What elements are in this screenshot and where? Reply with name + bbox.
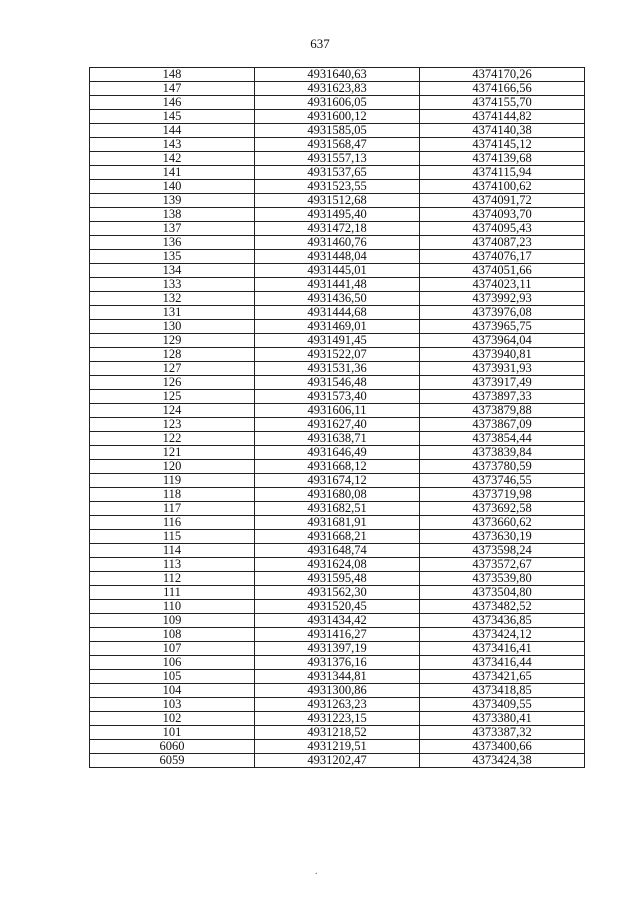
x-coordinate-cell: 4931460,76 (255, 236, 420, 250)
point-number-cell: 115 (90, 530, 255, 544)
y-coordinate-cell: 4374166,56 (420, 82, 585, 96)
y-coordinate-cell: 4374115,94 (420, 166, 585, 180)
point-number-cell: 147 (90, 82, 255, 96)
x-coordinate-cell: 4931522,07 (255, 348, 420, 362)
point-number-cell: 123 (90, 418, 255, 432)
point-number-cell: 109 (90, 614, 255, 628)
y-coordinate-cell: 4373692,58 (420, 502, 585, 516)
table-row (90, 474, 585, 488)
x-coordinate-cell: 4931537,65 (255, 166, 420, 180)
y-coordinate-cell: 4373917,49 (420, 376, 585, 390)
table-row (90, 684, 585, 698)
point-number-cell: 136 (90, 236, 255, 250)
y-coordinate-cell: 4373409,55 (420, 698, 585, 712)
footer-dot: . (315, 866, 318, 877)
table-row (90, 698, 585, 712)
y-coordinate-cell: 4373719,98 (420, 488, 585, 502)
table-row (90, 96, 585, 110)
table-row (90, 572, 585, 586)
y-coordinate-cell: 4373539,80 (420, 572, 585, 586)
y-coordinate-cell: 4373854,44 (420, 432, 585, 446)
y-coordinate-cell: 4373421,65 (420, 670, 585, 684)
point-number-cell: 114 (90, 544, 255, 558)
point-number-cell: 113 (90, 558, 255, 572)
x-coordinate-cell: 4931568,47 (255, 138, 420, 152)
point-number-cell: 133 (90, 278, 255, 292)
y-coordinate-cell: 4374023,11 (420, 278, 585, 292)
table-row (90, 166, 585, 180)
point-number-cell: 135 (90, 250, 255, 264)
point-number-cell: 126 (90, 376, 255, 390)
x-coordinate-cell: 4931674,12 (255, 474, 420, 488)
table-row (90, 278, 585, 292)
x-coordinate-cell: 4931668,21 (255, 530, 420, 544)
x-coordinate-cell: 4931681,91 (255, 516, 420, 530)
point-number-cell: 145 (90, 110, 255, 124)
table-row (90, 740, 585, 754)
point-number-cell: 118 (90, 488, 255, 502)
y-coordinate-cell: 4374145,12 (420, 138, 585, 152)
x-coordinate-cell: 4931434,42 (255, 614, 420, 628)
point-number-cell: 107 (90, 642, 255, 656)
point-number-cell: 141 (90, 166, 255, 180)
table-row (90, 110, 585, 124)
table-row (90, 670, 585, 684)
y-coordinate-cell: 4374091,72 (420, 194, 585, 208)
x-coordinate-cell: 4931344,81 (255, 670, 420, 684)
x-coordinate-cell: 4931638,71 (255, 432, 420, 446)
point-number-cell: 121 (90, 446, 255, 460)
y-coordinate-cell: 4373418,85 (420, 684, 585, 698)
point-number-cell: 120 (90, 460, 255, 474)
y-coordinate-cell: 4373400,66 (420, 740, 585, 754)
x-coordinate-cell: 4931512,68 (255, 194, 420, 208)
table-row (90, 222, 585, 236)
table-row (90, 320, 585, 334)
x-coordinate-cell: 4931668,12 (255, 460, 420, 474)
table-row (90, 264, 585, 278)
y-coordinate-cell: 4373630,19 (420, 530, 585, 544)
x-coordinate-cell: 4931397,19 (255, 642, 420, 656)
point-number-cell: 127 (90, 362, 255, 376)
point-number-cell: 111 (90, 586, 255, 600)
table-row (90, 726, 585, 740)
table-row (90, 754, 585, 768)
point-number-cell: 101 (90, 726, 255, 740)
point-number-cell: 142 (90, 152, 255, 166)
x-coordinate-cell: 4931469,01 (255, 320, 420, 334)
point-number-cell: 124 (90, 404, 255, 418)
y-coordinate-cell: 4373424,12 (420, 628, 585, 642)
x-coordinate-cell: 4931600,12 (255, 110, 420, 124)
point-number-cell: 146 (90, 96, 255, 110)
y-coordinate-cell: 4373482,52 (420, 600, 585, 614)
x-coordinate-cell: 4931627,40 (255, 418, 420, 432)
y-coordinate-cell: 4373992,93 (420, 292, 585, 306)
y-coordinate-cell: 4373897,33 (420, 390, 585, 404)
y-coordinate-cell: 4374100,62 (420, 180, 585, 194)
point-number-cell: 140 (90, 180, 255, 194)
y-coordinate-cell: 4374139,68 (420, 152, 585, 166)
table-row (90, 390, 585, 404)
table-row (90, 306, 585, 320)
x-coordinate-cell: 4931520,45 (255, 600, 420, 614)
x-coordinate-cell: 4931416,27 (255, 628, 420, 642)
y-coordinate-cell: 4373976,08 (420, 306, 585, 320)
y-coordinate-cell: 4373746,55 (420, 474, 585, 488)
point-number-cell: 6059 (90, 754, 255, 768)
x-coordinate-cell: 4931523,55 (255, 180, 420, 194)
y-coordinate-cell: 4374170,26 (420, 68, 585, 82)
table-row (90, 502, 585, 516)
point-number-cell: 102 (90, 712, 255, 726)
y-coordinate-cell: 4374144,82 (420, 110, 585, 124)
table-row (90, 250, 585, 264)
y-coordinate-cell: 4374087,23 (420, 236, 585, 250)
table-row (90, 600, 585, 614)
x-coordinate-cell: 4931219,51 (255, 740, 420, 754)
coordinates-table (89, 67, 585, 768)
point-number-cell: 139 (90, 194, 255, 208)
point-number-cell: 106 (90, 656, 255, 670)
y-coordinate-cell: 4373839,84 (420, 446, 585, 460)
y-coordinate-cell: 4374051,66 (420, 264, 585, 278)
table-row (90, 460, 585, 474)
y-coordinate-cell: 4373436,85 (420, 614, 585, 628)
y-coordinate-cell: 4373416,44 (420, 656, 585, 670)
x-coordinate-cell: 4931646,49 (255, 446, 420, 460)
y-coordinate-cell: 4373387,32 (420, 726, 585, 740)
table-row (90, 138, 585, 152)
x-coordinate-cell: 4931223,15 (255, 712, 420, 726)
x-coordinate-cell: 4931595,48 (255, 572, 420, 586)
x-coordinate-cell: 4931491,45 (255, 334, 420, 348)
x-coordinate-cell: 4931623,83 (255, 82, 420, 96)
point-number-cell: 137 (90, 222, 255, 236)
x-coordinate-cell: 4931472,18 (255, 222, 420, 236)
table-row (90, 362, 585, 376)
y-coordinate-cell: 4373965,75 (420, 320, 585, 334)
x-coordinate-cell: 4931557,13 (255, 152, 420, 166)
table-row (90, 376, 585, 390)
point-number-cell: 130 (90, 320, 255, 334)
point-number-cell: 134 (90, 264, 255, 278)
x-coordinate-cell: 4931531,36 (255, 362, 420, 376)
y-coordinate-cell: 4373572,67 (420, 558, 585, 572)
y-coordinate-cell: 4374076,17 (420, 250, 585, 264)
table-row (90, 544, 585, 558)
x-coordinate-cell: 4931606,05 (255, 96, 420, 110)
y-coordinate-cell: 4373660,62 (420, 516, 585, 530)
y-coordinate-cell: 4373931,93 (420, 362, 585, 376)
table-row (90, 586, 585, 600)
point-number-cell: 143 (90, 138, 255, 152)
table-row (90, 194, 585, 208)
x-coordinate-cell: 4931441,48 (255, 278, 420, 292)
point-number-cell: 112 (90, 572, 255, 586)
y-coordinate-cell: 4374093,70 (420, 208, 585, 222)
point-number-cell: 6060 (90, 740, 255, 754)
table-row (90, 628, 585, 642)
point-number-cell: 138 (90, 208, 255, 222)
table-row (90, 516, 585, 530)
x-coordinate-cell: 4931682,51 (255, 502, 420, 516)
x-coordinate-cell: 4931585,05 (255, 124, 420, 138)
table-row (90, 446, 585, 460)
point-number-cell: 129 (90, 334, 255, 348)
point-number-cell: 131 (90, 306, 255, 320)
x-coordinate-cell: 4931680,08 (255, 488, 420, 502)
table-row (90, 404, 585, 418)
y-coordinate-cell: 4373416,41 (420, 642, 585, 656)
point-number-cell: 122 (90, 432, 255, 446)
x-coordinate-cell: 4931436,50 (255, 292, 420, 306)
point-number-cell: 103 (90, 698, 255, 712)
y-coordinate-cell: 4373780,59 (420, 460, 585, 474)
point-number-cell: 148 (90, 68, 255, 82)
point-number-cell: 110 (90, 600, 255, 614)
y-coordinate-cell: 4373598,24 (420, 544, 585, 558)
x-coordinate-cell: 4931445,01 (255, 264, 420, 278)
table-row (90, 82, 585, 96)
table-row (90, 656, 585, 670)
table-row (90, 208, 585, 222)
y-coordinate-cell: 4374155,70 (420, 96, 585, 110)
x-coordinate-cell: 4931263,23 (255, 698, 420, 712)
y-coordinate-cell: 4373879,88 (420, 404, 585, 418)
x-coordinate-cell: 4931606,11 (255, 404, 420, 418)
x-coordinate-cell: 4931202,47 (255, 754, 420, 768)
table-row (90, 292, 585, 306)
y-coordinate-cell: 4373380,41 (420, 712, 585, 726)
table-row (90, 124, 585, 138)
table-row (90, 614, 585, 628)
y-coordinate-cell: 4374095,43 (420, 222, 585, 236)
point-number-cell: 105 (90, 670, 255, 684)
table-row (90, 152, 585, 166)
point-number-cell: 119 (90, 474, 255, 488)
y-coordinate-cell: 4374140,38 (420, 124, 585, 138)
table-row (90, 236, 585, 250)
y-coordinate-cell: 4373964,04 (420, 334, 585, 348)
x-coordinate-cell: 4931495,40 (255, 208, 420, 222)
table-row (90, 488, 585, 502)
table-row (90, 642, 585, 656)
x-coordinate-cell: 4931546,48 (255, 376, 420, 390)
x-coordinate-cell: 4931573,40 (255, 390, 420, 404)
page-number: 637 (310, 36, 330, 51)
table-row (90, 348, 585, 362)
point-number-cell: 117 (90, 502, 255, 516)
x-coordinate-cell: 4931648,74 (255, 544, 420, 558)
table-row (90, 334, 585, 348)
x-coordinate-cell: 4931300,86 (255, 684, 420, 698)
x-coordinate-cell: 4931640,63 (255, 68, 420, 82)
x-coordinate-cell: 4931624,08 (255, 558, 420, 572)
point-number-cell: 128 (90, 348, 255, 362)
x-coordinate-cell: 4931218,52 (255, 726, 420, 740)
point-number-cell: 125 (90, 390, 255, 404)
table-row (90, 418, 585, 432)
y-coordinate-cell: 4373867,09 (420, 418, 585, 432)
table-row (90, 558, 585, 572)
y-coordinate-cell: 4373940,81 (420, 348, 585, 362)
coordinates-table-body (90, 68, 585, 768)
table-row (90, 180, 585, 194)
point-number-cell: 116 (90, 516, 255, 530)
point-number-cell: 104 (90, 684, 255, 698)
x-coordinate-cell: 4931448,04 (255, 250, 420, 264)
y-coordinate-cell: 4373504,80 (420, 586, 585, 600)
x-coordinate-cell: 4931444,68 (255, 306, 420, 320)
y-coordinate-cell: 4373424,38 (420, 754, 585, 768)
table-row (90, 432, 585, 446)
table-row (90, 712, 585, 726)
table-row (90, 530, 585, 544)
x-coordinate-cell: 4931562,30 (255, 586, 420, 600)
point-number-cell: 144 (90, 124, 255, 138)
x-coordinate-cell: 4931376,16 (255, 656, 420, 670)
table-row (90, 68, 585, 82)
point-number-cell: 108 (90, 628, 255, 642)
point-number-cell: 132 (90, 292, 255, 306)
